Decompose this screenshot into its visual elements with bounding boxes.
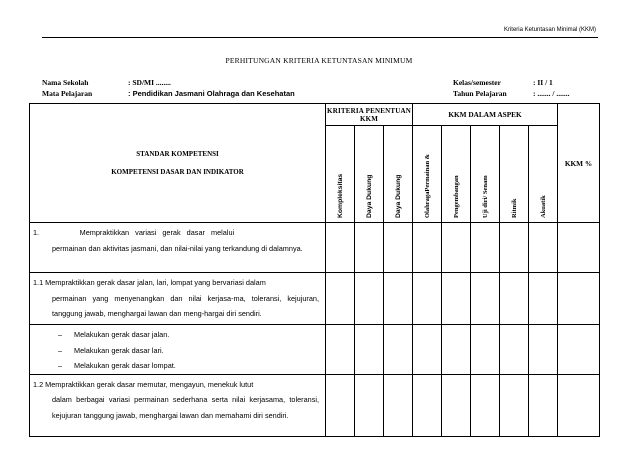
- competency-cell: [30, 273, 326, 325]
- daya-dukung-2-col-header: [384, 126, 413, 223]
- document-header-label: Kriteria Ketuntasan Minimal (KKM): [503, 27, 596, 33]
- mata-pelajaran-label: Mata Pelajaran: [42, 89, 93, 98]
- competency-cell: [30, 374, 326, 436]
- competency-cell: [30, 223, 326, 273]
- kkm-table: [29, 103, 600, 437]
- uji-diri-label: Uji diri/ Senam: [482, 175, 490, 218]
- table-row: [30, 325, 600, 375]
- kkm-aspek-header: KKM DALAM ASPEK: [413, 104, 558, 126]
- dash-bullet: –: [58, 345, 63, 355]
- standar-kompetensi-header-cell: [30, 104, 326, 223]
- row-4-rest: dalam berbagai variasi permainan sederhana serta nilai kerjasama, toleransi, kejujuran tanggung jawab, menghargai lawan dan memahami diri sendiri.: [52, 395, 319, 420]
- ritmik-col-header: [500, 126, 529, 223]
- olahraga-permainan-col-header: [413, 126, 442, 223]
- daya-dukung-label: Daya Dukung: [366, 174, 373, 218]
- row-4-first-line: 1.2 Mempraktikkan gerak dasar memutar, mengayun, menekuk lutut: [33, 379, 254, 389]
- dash-bullet: –: [58, 330, 63, 339]
- kriteria-header: KRITERIA PENENTUAN KKM: [326, 104, 413, 126]
- kelas-value: : II / 1: [533, 78, 553, 87]
- row-1-rest: permainan dan aktivitas jasmani, dan nilai-nilai yang terkandung di dalamnya.: [52, 243, 303, 253]
- nama-sekolah-value: : SD/MI ........: [128, 78, 171, 87]
- indicator-item: – Melakukan gerak dasar lari.: [58, 343, 325, 359]
- row-2-rest: permainan yang menyenangkan dan nilai kerjasa-ma, toleransi, kejujuran, tanggung jawab, menghargai lawan dan meng-hargai diri sendiri.: [52, 293, 319, 318]
- daya-dukung-2-label: Daya Dukung: [395, 174, 402, 218]
- akuatik-label: Akuatik: [540, 195, 548, 218]
- akuatik-col-header: [529, 126, 558, 223]
- kompleksitas-label: Kompleksitas: [337, 173, 344, 218]
- kompetensi-dasar-header: KOMPETENSI DASAR DAN INDIKATOR: [111, 168, 244, 176]
- nama-sekolah-label: Nama Sekolah: [42, 78, 89, 87]
- row-2-first-line: 1.1 Mempraktikkan gerak dasar jalan, lari, lompat yang bervariasi dalam: [33, 278, 266, 287]
- mata-pelajaran-value: : Pendidikan Jasmani Olahraga dan Kesehatan: [128, 89, 295, 98]
- pengembangan-col-header: [442, 126, 471, 223]
- indicator-item: – Melakukan gerak dasar lompat.: [58, 358, 325, 374]
- ritmik-label: Ritmik: [511, 198, 519, 218]
- table-row: [30, 374, 600, 436]
- kompleksitas-col-header: [326, 126, 355, 223]
- dash-bullet: –: [58, 361, 63, 370]
- daya-dukung-col-header: [355, 126, 384, 223]
- row-1-first-line: 1. Mempraktikkan variasi gerak dasar melalui: [33, 228, 235, 237]
- table-row: [30, 273, 600, 325]
- tahun-value: : ....... / .......: [533, 89, 570, 98]
- kelas-label: Kelas/semester: [453, 78, 501, 87]
- indicator-item: – Melakukan gerak dasar jalan.: [58, 327, 325, 343]
- standar-kompetensi-header: STANDAR KOMPETENSI: [136, 150, 219, 158]
- kkm-percent-header: KKM %: [558, 104, 600, 223]
- tahun-label: Tahun Pelajaran: [453, 89, 507, 98]
- olahraga-permainan-label: OlahragaPermainan &: [424, 153, 432, 218]
- header-rule: [42, 37, 598, 38]
- table-row: [30, 223, 600, 273]
- indicator-cell: [30, 325, 326, 375]
- uji-diri-col-header: [471, 126, 500, 223]
- page-title: PERHITUNGAN KRITERIA KETUNTASAN MINIMUM: [225, 56, 413, 65]
- pengembangan-label: Pengembangan: [453, 175, 461, 218]
